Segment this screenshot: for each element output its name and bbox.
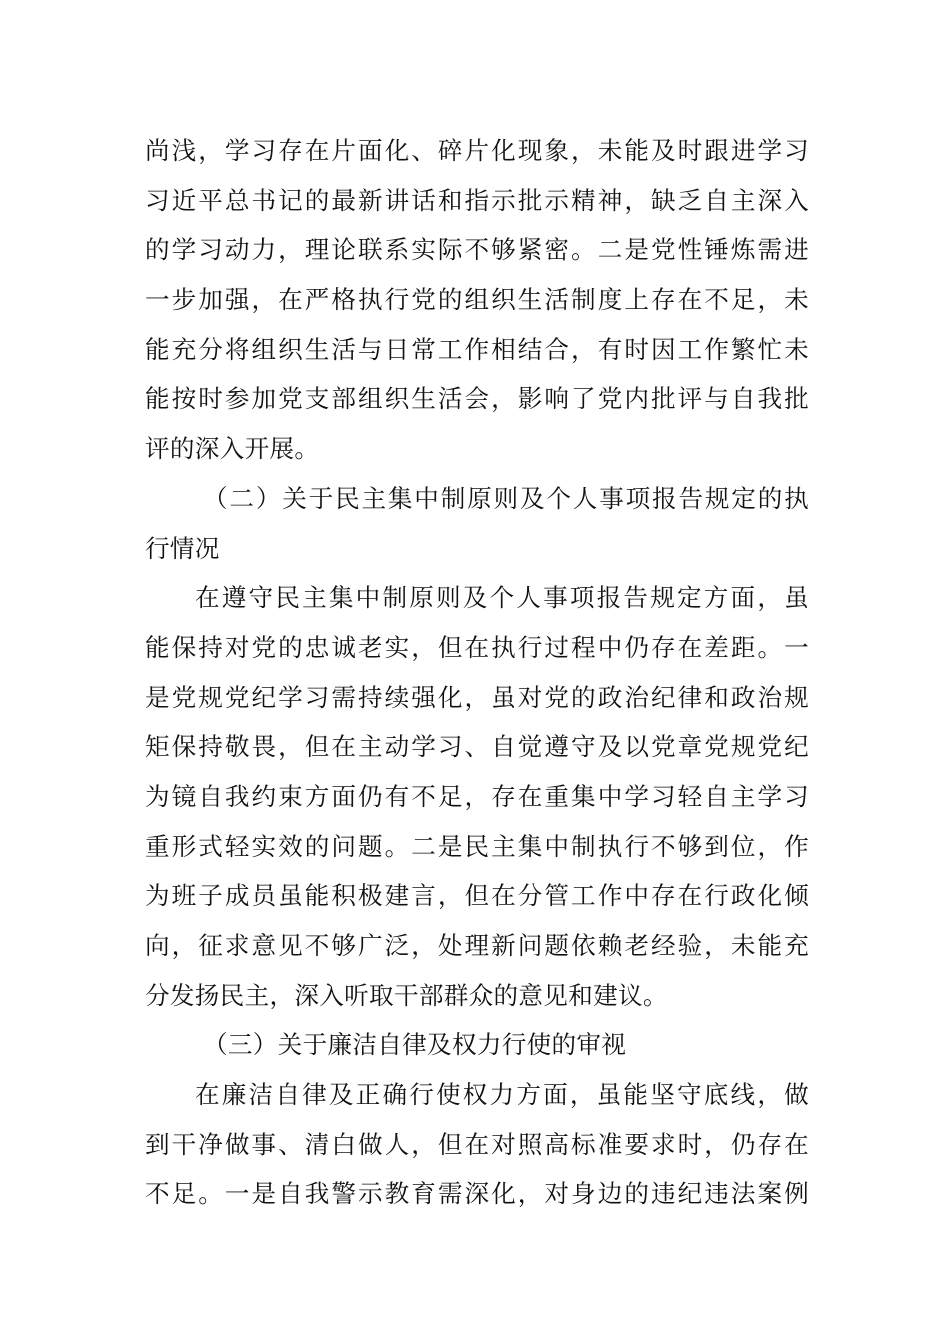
text-line: 评的深入开展。 [145,434,320,464]
text-line: 分发扬民主，深入听取干部群众的意见和建议。 [145,980,668,1010]
section-heading-continuation: 行情况 [145,533,220,563]
section-heading: （二）关于民主集中制原则及个人事项报告规定的执 [203,483,809,513]
text-line: 向，征求意见不够广泛，处理新问题依赖老经验，未能充 [145,931,809,960]
text-line: 到干净做事、清白做人，但在对照高标准要求时，仍存在 [145,1129,809,1159]
text-line: 为班子成员虽能积极建言，但在分管工作中存在行政化倾 [145,881,809,911]
text-line: 习近平总书记的最新讲话和指示批示精神，缺乏自主深入 [145,185,809,215]
text-line: 能按时参加党支部组织生活会，影响了党内批评与自我批 [145,384,809,414]
paragraph-first-line: 在廉洁自律及正确行使权力方面，虽能坚守底线，做 [195,1080,809,1110]
text-line: 重形式轻实效的问题。二是民主集中制执行不够到位，作 [145,831,809,861]
text-line: 不足。一是自我警示教育需深化，对身边的违纪违法案例 [145,1179,809,1209]
text-line: 为镜自我约束方面仍有不足，存在重集中学习轻自主学习 [145,781,809,811]
text-line: 能保持对党的忠诚老实，但在执行过程中仍存在差距。一 [145,632,809,662]
text-line: 一步加强，在严格执行党的组织生活制度上存在不足，未 [145,285,809,315]
text-line: 尚浅，学习存在片面化、碎片化现象，未能及时跟进学习 [145,136,809,165]
text-line: 矩保持敬畏，但在主动学习、自觉遵守及以党章党规党纪 [145,732,809,762]
text-line: 的学习动力，理论联系实际不够紧密。二是党性锤炼需进 [145,235,809,265]
paragraph-first-line: 在遵守民主集中制原则及个人事项报告规定方面，虽 [195,583,809,613]
body-text [145,126,809,1219]
section-heading: （三）关于廉洁自律及权力行使的审视 [203,1030,627,1060]
text-line: 是党规党纪学习需持续强化，虽对党的政治纪律和政治规 [145,682,809,712]
text-line: 能充分将组织生活与日常工作相结合，有时因工作繁忙未 [145,334,809,364]
